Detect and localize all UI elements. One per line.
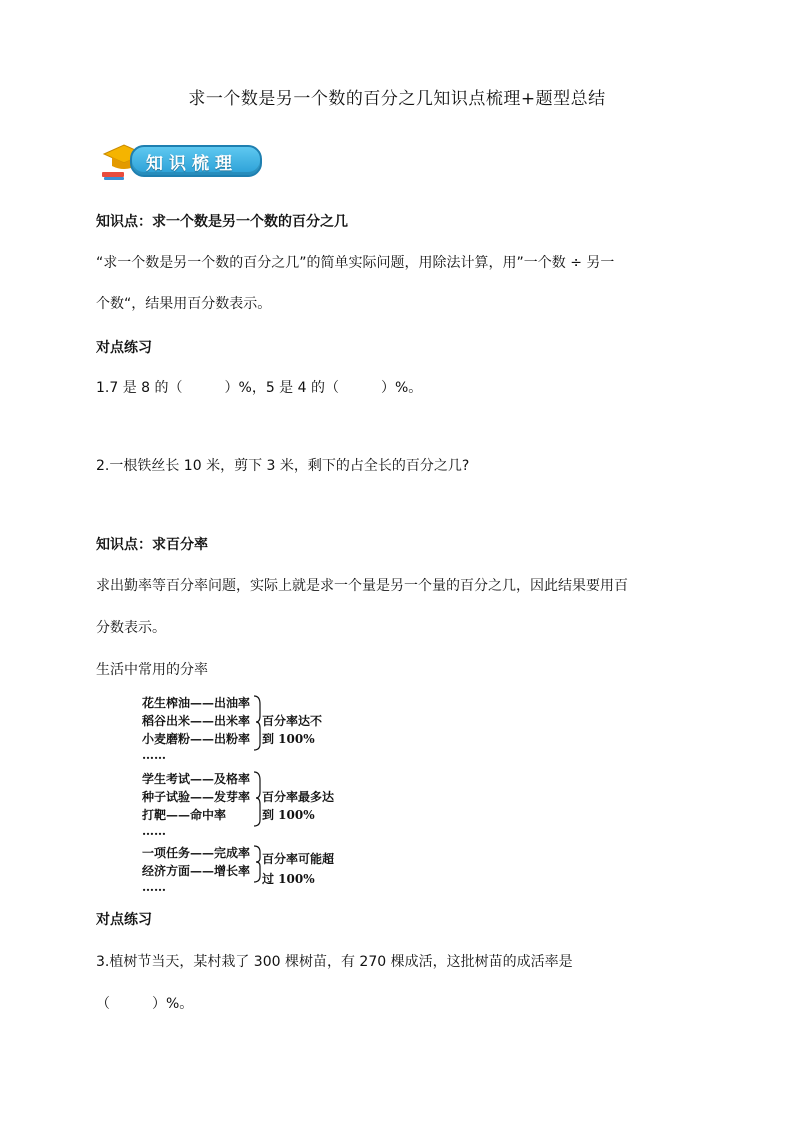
table-row: ……	[142, 748, 166, 762]
table-note: 百分率最多达	[262, 790, 335, 804]
kp2-subheading: 生活中常用的分率	[96, 662, 208, 678]
question-1: 1.7 是 8 的（ ）%，5 是 4 的（ ）%。	[96, 380, 423, 396]
table-row: 经济方面——增长率	[142, 864, 251, 878]
table-row: 花生榨油——出油率	[142, 696, 251, 710]
table-note: 到 100%	[262, 732, 315, 746]
kp1-line2: 个数“，结果用百分数表示。	[96, 296, 272, 312]
table-note: 百分率可能超	[262, 852, 335, 866]
practice1-heading: 对点练习	[96, 340, 152, 356]
table-row: ……	[142, 824, 166, 838]
badge-label: 知识梳理	[146, 154, 238, 174]
table-row: ……	[142, 880, 166, 894]
section-badge	[100, 140, 270, 180]
rate-table	[142, 692, 342, 898]
table-row: 种子试验——发芽率	[142, 790, 251, 804]
kp1-heading: 知识点：求一个数是另一个数的百分之几	[96, 214, 348, 230]
question-3-line2: （ ）%。	[96, 996, 194, 1012]
brace-lines	[142, 692, 342, 898]
kp1-line1: “求一个数是另一个数的百分之几”的简单实际问题，用除法计算，用”一个数 ÷ 另一	[96, 255, 615, 271]
table-row: 打靶——命中率	[142, 808, 227, 822]
page-title: 求一个数是另一个数的百分之几知识点梳理+题型总结	[188, 89, 606, 109]
table-row: 小麦磨粉——出粉率	[142, 732, 251, 746]
table-note: 到 100%	[262, 808, 315, 822]
question-2: 2.一根铁丝长 10 米，剪下 3 米，剩下的占全长的百分之几?	[96, 458, 470, 474]
question-3-line1: 3.植树节当天，某村栽了 300 棵树苗，有 270 棵成活，这批树苗的成活率是	[96, 954, 573, 970]
table-row: 稻谷出米——出米率	[142, 714, 251, 728]
kp2-line1: 求出勤率等百分率问题，实际上就是求一个量是另一个量的百分之几，因此结果要用百	[96, 578, 628, 594]
table-row: 学生考试——及格率	[142, 772, 251, 786]
table-note: 百分率达不	[262, 714, 323, 728]
kp2-line2: 分数表示。	[96, 620, 166, 636]
table-row: 一项任务——完成率	[142, 846, 251, 860]
practice2-heading: 对点练习	[96, 912, 152, 928]
kp2-heading: 知识点：求百分率	[96, 537, 208, 553]
table-note: 过 100%	[262, 872, 315, 886]
